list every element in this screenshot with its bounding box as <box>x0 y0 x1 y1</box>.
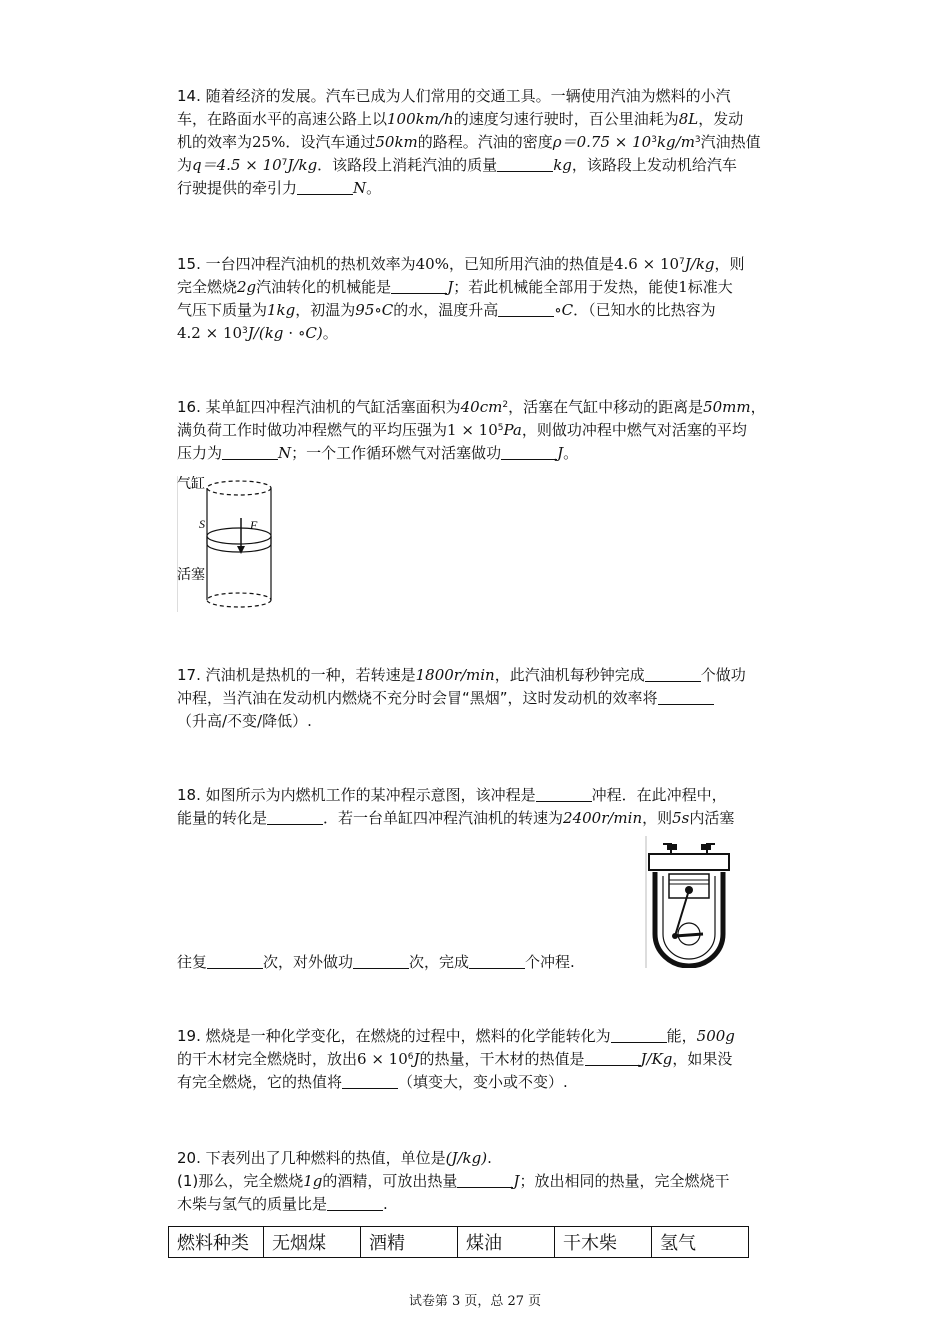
q15-unit: J/(kg ⋅ ∘C) <box>247 324 323 342</box>
q14-unit: kg <box>553 156 572 174</box>
answer-blank[interactable] <box>353 954 409 969</box>
q16-text: 。 <box>563 444 579 462</box>
q15-temp: 95∘C <box>355 301 394 319</box>
q19-text: 有完全燃烧，它的热值将 <box>177 1073 343 1091</box>
answer-blank[interactable] <box>207 954 263 969</box>
q15-exp: 7 <box>679 257 685 267</box>
q19-text: 的干木材完全燃烧时，放出 <box>177 1050 358 1068</box>
q14-line-3 <box>177 131 817 154</box>
q14-text: 车，在路面水平的高速公路上以 <box>177 110 388 128</box>
q18-text: ，则 <box>642 809 673 827</box>
q16-text: ，则做功冲程中燃气对活塞的平均 <box>521 421 747 439</box>
q19-text: 的热量，干木材的热值是 <box>419 1050 585 1068</box>
q16-line-1 <box>177 396 817 419</box>
q14-distance: 50km <box>375 133 418 151</box>
q16-unit: J <box>557 444 564 462</box>
question-16 <box>177 396 817 465</box>
q19-text: （填变大，变小或不变）. <box>398 1073 568 1091</box>
table-cell: 无烟煤 <box>264 1227 361 1258</box>
question-17 <box>177 664 817 733</box>
q18-text: 往复 <box>177 953 208 971</box>
q18-line-2 <box>177 807 817 830</box>
answer-blank[interactable] <box>457 1173 513 1188</box>
q14-exp: 3 <box>694 135 701 145</box>
q14-text: ，发动 <box>698 110 744 128</box>
cylinder-piston-diagram <box>177 476 277 612</box>
answer-blank[interactable] <box>469 954 525 969</box>
q15-text: 的水，温度升高 <box>393 301 499 319</box>
q14-text: 机的效率为 <box>177 133 253 151</box>
q18-text: 次，完成 <box>409 953 470 971</box>
q20-text: ；放出相同的热量，完全燃烧干 <box>519 1172 730 1190</box>
q15-specific-heat: 4.2 × 10 <box>177 324 243 342</box>
q19-unit: J <box>413 1050 420 1068</box>
q16-text: ，活塞在气缸中移动的距离是 <box>508 398 704 416</box>
answer-blank[interactable] <box>536 787 592 802</box>
q15-text: 气压下质量为 <box>177 301 268 319</box>
q15-line-3 <box>177 299 817 322</box>
q16-line-3 <box>177 442 817 465</box>
q20-unit: J <box>513 1172 520 1190</box>
q19-text: 能， <box>666 1027 697 1045</box>
q16-line-2 <box>177 419 817 442</box>
q14-text: 的路程。汽油的密度 <box>417 133 553 151</box>
q14-line-5 <box>177 177 817 200</box>
q18-text: 能量的转化是 <box>177 809 268 827</box>
q16-text: 压力为 <box>177 444 223 462</box>
q15-text: ，则 <box>714 255 745 273</box>
q15-mass: 1kg <box>267 301 296 319</box>
answer-blank[interactable] <box>501 445 557 460</box>
q18-text: 个冲程. <box>525 953 575 971</box>
q15-exp: 3 <box>242 326 248 336</box>
q14-text: 汽油热值 <box>700 133 761 151</box>
q20-line-1 <box>177 1147 817 1170</box>
answer-blank[interactable] <box>327 1196 383 1211</box>
q18-text: 18. 如图所示为内燃机工作的某冲程示意图，该冲程是 <box>177 786 536 804</box>
q15-unit: ∘C <box>554 301 574 319</box>
q20-text: 20. 下表列出了几种燃料的热值，单位是 <box>177 1149 446 1167</box>
q15-text: ．（已知水的比热容为 <box>573 301 716 319</box>
fuel-table <box>168 1226 749 1258</box>
q14-text: 为 <box>177 156 193 174</box>
q16-text: 16. 某单缸四冲程汽油机的气缸活塞面积为 <box>177 398 461 416</box>
page-footer: 试卷第 3 页，总 27 页 <box>408 1294 542 1309</box>
q14-text: ．设汽车通过 <box>285 133 376 151</box>
q14-text: 。 <box>366 179 382 197</box>
q14-density: ρ＝0.75 × 10 <box>552 133 652 151</box>
q19-unit: J/Kg <box>640 1050 673 1068</box>
question-19 <box>177 1025 817 1094</box>
q14-line-4 <box>177 154 817 177</box>
q17-line-3 <box>177 710 817 733</box>
q14-unit: J/kg <box>287 156 318 174</box>
q20-line-2 <box>177 1170 817 1193</box>
q17-text: 个做功 <box>700 666 746 684</box>
q14-line-2 <box>177 108 817 131</box>
q18-text: 内活塞 <box>689 809 735 827</box>
answer-blank[interactable] <box>497 157 553 172</box>
q17-text: 17. 汽油机是热机的一种，若转速是 <box>177 666 416 684</box>
q20-text: (1)那么，完全燃烧 <box>177 1172 304 1190</box>
q15-heat-value: 4.6 × 10 <box>613 255 680 273</box>
q15-text: 完全燃烧 <box>177 278 238 296</box>
q14-speed: 100km/h <box>387 110 454 128</box>
question-18 <box>177 784 817 971</box>
q15-text: 。 <box>322 324 338 342</box>
question-14 <box>177 85 817 200</box>
answer-blank[interactable] <box>611 1028 667 1043</box>
q14-fuel: 8L <box>678 110 699 128</box>
q14-text: ．该路段上消耗汽油的质量 <box>317 156 498 174</box>
q15-line-2 <box>177 276 817 299</box>
q14-line-1 <box>177 85 817 108</box>
q14-text: ，该路段上发动机给汽车 <box>571 156 737 174</box>
q16-text: 满负荷工作时做功冲程燃气的平均压强为 <box>177 421 448 439</box>
q20-mass: 1g <box>303 1172 323 1190</box>
engine-stroke-diagram <box>645 836 733 968</box>
q15-unit: J/kg <box>684 255 715 273</box>
q16-exp: 2 <box>502 400 509 410</box>
q14-text: 14. 随着经济的发展。汽车已成为人们常用的交通工具。一辆使用汽油为燃料的小汽 <box>177 87 731 105</box>
q20-unit: (J/kg) <box>445 1149 488 1167</box>
q15-text: 15. 一台四冲程汽油机的热机效率为 <box>177 255 416 273</box>
q14-heat-value: q＝4.5 × 10 <box>192 156 282 174</box>
answer-blank[interactable] <box>645 667 701 682</box>
table-cell: 燃料种类 <box>169 1227 264 1258</box>
q20-text: 木柴与氢气的质量比是 <box>177 1195 328 1213</box>
q19-heat: 6 × 10 <box>357 1050 408 1068</box>
q16-exp: 5 <box>497 423 504 433</box>
q14-unit: kg/m <box>656 133 695 151</box>
q17-text: （升高/不变/降低）. <box>177 712 312 730</box>
q14-exp: 7 <box>281 158 288 168</box>
q19-line-1 <box>177 1025 817 1048</box>
q18-text: ．若一台单缸四冲程汽油机的转速为 <box>323 809 564 827</box>
cylinder-label: 气缸 <box>177 476 205 491</box>
q17-line-1 <box>177 664 817 687</box>
q19-text: 19. 燃烧是一种化学变化，在燃烧的过程中，燃料的化学能转化为 <box>177 1027 611 1045</box>
question-20 <box>177 1147 817 1216</box>
answer-blank[interactable] <box>342 1074 398 1089</box>
q16-pressure: 1 × 10 <box>447 421 498 439</box>
q16-area: 40cm <box>460 398 503 416</box>
answer-blank[interactable] <box>267 810 323 825</box>
q16-text: ；一个工作循环燃气对活塞做功 <box>291 444 502 462</box>
answer-blank[interactable] <box>585 1051 641 1066</box>
q15-text: ；若此机械能全部用于发热，能使 <box>453 278 679 296</box>
area-label: S <box>199 517 205 531</box>
q16-unit: N <box>278 444 292 462</box>
force-label: F <box>250 518 258 532</box>
table-cell: 酒精 <box>361 1227 458 1258</box>
piston-label: 活塞 <box>177 566 205 582</box>
q17-text: 冲程，当汽油在发动机内燃烧不充分时会冒“黑烟”，这时发动机的效率将 <box>177 689 658 707</box>
q15-efficiency: 40% <box>415 255 449 273</box>
q14-unit: N <box>353 179 367 197</box>
table-cell: 煤油 <box>458 1227 555 1258</box>
table-cell: 氢气 <box>652 1227 749 1258</box>
q18-line-1 <box>177 784 817 807</box>
table-cell: 干木柴 <box>555 1227 652 1258</box>
q20-text: 的酒精，可放出热量 <box>322 1172 458 1190</box>
q18-line-3 <box>177 951 575 974</box>
q20-text: . <box>487 1149 492 1167</box>
answer-blank[interactable] <box>658 690 714 705</box>
q19-text: ，如果没 <box>672 1050 733 1068</box>
q15-mass: 2g <box>237 278 257 296</box>
q18-text: 冲程．在此冲程中， <box>591 786 727 804</box>
q20-text: . <box>383 1195 388 1213</box>
question-15 <box>177 253 817 345</box>
q14-exp: 3 <box>651 135 657 145</box>
q15-text: 汽油转化的机械能是 <box>256 278 392 296</box>
q17-line-2 <box>177 687 817 710</box>
answer-blank[interactable] <box>297 180 353 195</box>
answer-blank[interactable] <box>222 445 278 460</box>
q19-exp: 6 <box>407 1052 414 1062</box>
q18-time: 5s <box>672 809 690 827</box>
q15-unit: J <box>447 278 454 296</box>
answer-blank[interactable] <box>391 279 447 294</box>
q16-unit: Pa <box>503 421 522 439</box>
q20-line-3 <box>177 1193 817 1216</box>
q17-speed: 1800r/min <box>415 666 495 684</box>
answer-blank[interactable] <box>498 302 554 317</box>
q19-line-2 <box>177 1048 817 1071</box>
q14-efficiency: 25% <box>252 133 286 151</box>
q18-speed: 2400r/min <box>563 809 643 827</box>
q16-text: ， <box>750 398 766 416</box>
q15-text: ，已知所用汽油的热值是 <box>448 255 614 273</box>
q19-line-3 <box>177 1071 817 1094</box>
q15-text: 标准大 <box>687 278 733 296</box>
q14-text: 行驶提供的牵引力 <box>177 179 298 197</box>
q15-num: 1 <box>678 278 688 296</box>
q18-text: 次，对外做功 <box>263 953 354 971</box>
q19-mass: 500g <box>696 1027 735 1045</box>
q15-text: ，初温为 <box>295 301 356 319</box>
q15-line-4 <box>177 322 817 345</box>
table-row <box>169 1227 749 1258</box>
q14-text: 的速度匀速行驶时，百公里油耗为 <box>453 110 679 128</box>
q15-line-1 <box>177 253 817 276</box>
q16-distance: 50mm <box>703 398 751 416</box>
q17-text: ，此汽油机每秒钟完成 <box>494 666 645 684</box>
